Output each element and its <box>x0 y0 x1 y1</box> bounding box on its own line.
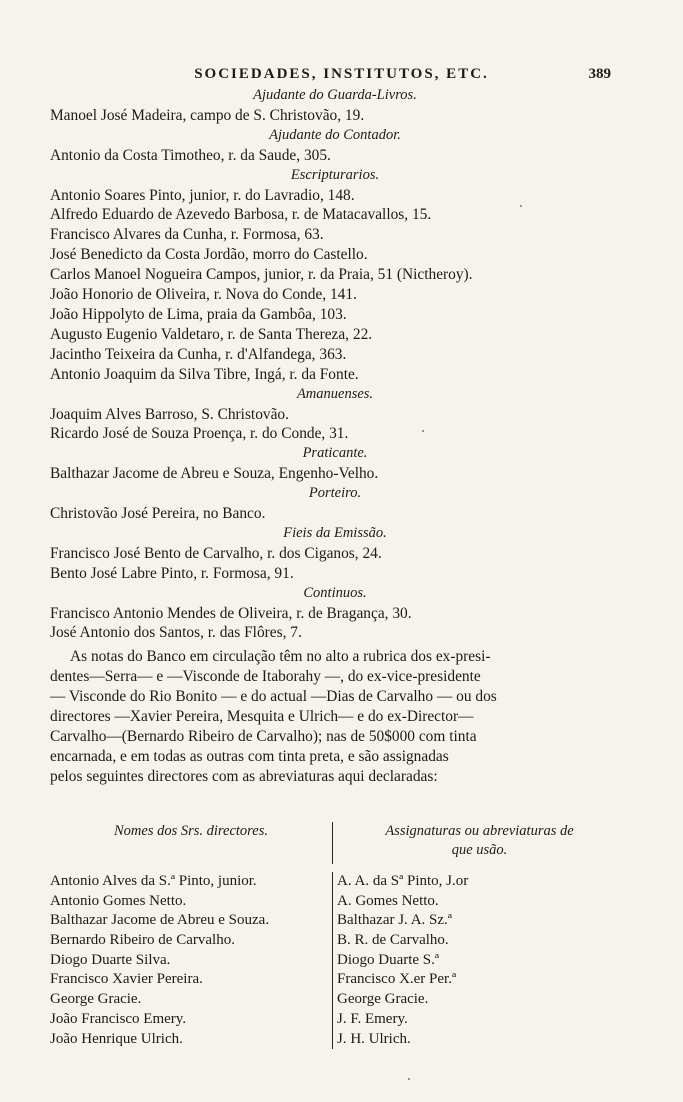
staff-entry: Antonio Joaquim da Silva Tibre, Ingá, r. da Fonte. <box>50 365 359 383</box>
paragraph-line: pelos seguintes directores com as abreviaturas aqui declaradas: <box>50 767 438 785</box>
section-heading: Continuos. <box>303 584 367 601</box>
staff-entry: Balthazar Jacome de Abreu e Souza, Engenho-Velho. <box>50 465 379 483</box>
ink-speck <box>422 430 424 432</box>
director-name: Antonio Alves da S.ª Pinto, junior. <box>50 873 257 889</box>
banknote-paragraph <box>50 647 620 786</box>
table-body <box>50 872 620 1049</box>
director-name: Antonio Gomes Netto. <box>50 892 187 909</box>
section-heading: Ajudante do Contador. <box>269 126 401 143</box>
section-heading: Fieis da Emissão. <box>283 524 387 541</box>
ink-speck <box>408 1078 410 1080</box>
staff-entry: Carlos Manoel Nogueira Campos, junior, r. da Praia, 51 (Nictheroy). <box>50 266 473 284</box>
staff-entry: Francisco Alvares da Cunha, r. Formosa, 63. <box>50 226 324 244</box>
ink-speck <box>520 205 522 207</box>
staff-entry: Antonio da Costa Timotheo, r. da Saude, 305. <box>50 146 331 164</box>
paragraph-line: dentes—Serra— e —Visconde de Itaborahy —, do ex-vice-presidente <box>50 668 481 686</box>
staff-entry: Augusto Eugenio Valdetaro, r. de Santa Thereza, 22. <box>50 325 373 343</box>
table-row <box>50 1030 620 1050</box>
director-name: Francisco Xavier Pereira. <box>50 971 203 988</box>
staff-entry: Manoel José Madeira, campo de S. Christovão, 19. <box>50 106 365 124</box>
column-header-signatures <box>332 822 620 864</box>
director-name: Balthazar Jacome de Abreu e Souza. <box>50 912 270 929</box>
director-signature: J. H. Ulrich. <box>332 1030 620 1050</box>
director-signature: B. R. de Carvalho. <box>332 931 620 951</box>
page-number: 389 <box>588 66 611 82</box>
staff-entry: Francisco José Bento de Carvalho, r. dos Ciganos, 24. <box>50 544 382 562</box>
director-name: George Gracie. <box>50 991 142 1008</box>
header-title: SOCIEDADES, INSTITUTOS, ETC. <box>194 66 489 82</box>
staff-entry: José Antonio dos Santos, r. das Flôres, 7. <box>50 624 302 642</box>
table-row <box>50 951 620 971</box>
staff-entry: Alfredo Eduardo de Azevedo Barbosa, r. de Matacavallos, 15. <box>50 206 432 224</box>
section-heading: Amanuenses. <box>296 385 374 402</box>
section-heading: Escripturarios. <box>290 166 380 183</box>
column-header-signatures-line2: que usão. <box>451 842 508 858</box>
director-signature: Balthazar J. A. Sz.ª <box>332 911 620 931</box>
director-name: João Henrique Ulrich. <box>50 1030 183 1047</box>
paragraph-line: directores —Xavier Pereira, Mesquita e Ulrich— e do ex-Director— <box>50 708 474 726</box>
column-header-names: Nomes dos Srs. directores. <box>114 823 268 839</box>
table-row <box>50 892 620 912</box>
table-row <box>50 1010 620 1030</box>
table-row <box>50 872 620 892</box>
table-header <box>50 822 620 864</box>
staff-entry: Bento José Labre Pinto, r. Formosa, 91. <box>50 564 294 582</box>
section-heading: Praticante. <box>302 445 368 462</box>
staff-entry: Ricardo José de Souza Proença, r. do Conde, 31. <box>50 425 349 443</box>
director-signature: George Gracie. <box>332 990 620 1010</box>
paragraph-line: Carvalho—(Bernardo Ribeiro de Carvalho); nas de 50$000 com tinta <box>50 728 477 745</box>
staff-listing <box>50 86 620 787</box>
director-signature: J. F. Emery. <box>332 1010 620 1030</box>
signatures-table <box>50 822 620 1049</box>
paragraph-line: encarnada, e em todas as outras com tinta preta, e são assignadas <box>50 747 449 765</box>
staff-entry: José Benedicto da Costa Jordão, morro do Castello. <box>50 246 368 264</box>
director-signature: Francisco X.er Per.ª <box>332 970 620 990</box>
director-name: Bernardo Ribeiro de Carvalho. <box>50 932 235 949</box>
staff-entry: Antonio Soares Pinto, junior, r. do Lavradio, 148. <box>50 186 355 204</box>
table-row <box>50 931 620 951</box>
table-row <box>50 911 620 931</box>
table-row <box>50 990 620 1010</box>
director-name: João Francisco Emery. <box>50 1010 187 1027</box>
staff-entry: Christovão José Pereira, no Banco. <box>50 505 266 523</box>
staff-entry: João Hippolyto de Lima, praia da Gambôa, 103. <box>50 305 347 323</box>
section-heading: Ajudante do Guarda-Livros. <box>253 87 417 103</box>
running-header <box>0 62 683 86</box>
paragraph-line: As notas do Banco em circulação têm no alto a rubrica dos ex-presi- <box>70 648 491 666</box>
table-row <box>50 970 620 990</box>
column-header-signatures-line1: Assignaturas ou abreviaturas de <box>385 823 574 839</box>
staff-entry: Francisco Antonio Mendes de Oliveira, r. de Bragança, 30. <box>50 604 412 622</box>
director-name: Diogo Duarte Silva. <box>50 951 171 968</box>
section-heading: Porteiro. <box>308 485 362 502</box>
staff-entry: João Honorio de Oliveira, r. Nova do Conde, 141. <box>50 286 357 304</box>
staff-entry: Jacintho Teixeira da Cunha, r. d'Alfandega, 363. <box>50 345 347 363</box>
director-signature: A. Gomes Netto. <box>332 892 620 912</box>
director-signature: Diogo Duarte S.ª <box>332 951 620 971</box>
paragraph-line: — Visconde do Rio Bonito — e do actual —Dias de Carvalho — ou dos <box>50 688 497 706</box>
staff-entry: Joaquim Alves Barroso, S. Christovão. <box>50 405 289 423</box>
director-signature: A. A. da Sª Pinto, J.or <box>332 872 620 892</box>
